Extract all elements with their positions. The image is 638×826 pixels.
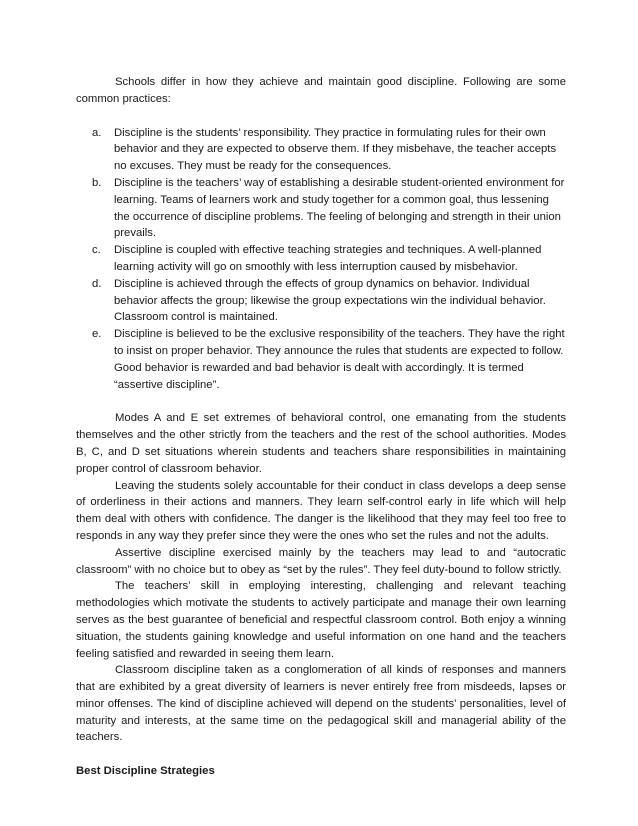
list-item-text: Discipline is the students’ responsibility. They practice in formulating rules for their own behavior and they are expected to observe them. If they misbehave, the teacher accepts no excuses. They must be ready for the consequences. [114, 126, 557, 173]
spacer [76, 108, 566, 125]
spacer [76, 746, 566, 763]
list-item-text: Discipline is achieved through the effects of group dynamics on behavior. Individual behavior affects the group; likewise the group expectations win the individual behavior. Classroom control is maintained. [114, 277, 546, 324]
body-paragraph: The teachers’ skill in employing interesting, challenging and relevant teaching methodologies which motivate the students to actively participate and manage their own learning serves as the best guarantee of beneficial and respectful classroom control. Both enjoy a winning situation, the students gaining knowledge and useful information on one hand and the teachers feeling satisfied and rewarded in seeing them learn. [76, 580, 566, 660]
list-item [76, 125, 566, 175]
intro-paragraph: Schools differ in how they achieve and maintain good discipline. Following are some common practices: [76, 76, 566, 105]
list-item [76, 175, 566, 242]
body-paragraph: Leaving the students solely accountable for their conduct in class develops a deep sense of orderliness in their actions and manners. They learn self-control early in life which will help them deal with others with confidence. The danger is the likelihood that they may feel too free to responds in any way they prefer since they were the ones who set the rules and not the adults. [76, 479, 566, 542]
list-marker: a. [92, 126, 102, 139]
body-paragraph: Assertive discipline exercised mainly by the teachers may lead to and “autocratic classroom” with no choice but to obey as “set by the rules”. They feel duty-bound to follow strictly. [76, 546, 566, 576]
list-item-text: Discipline is believed to be the exclusive responsibility of the teachers. They have the right to insist on proper behavior. They announce the rules that students are expected to follow. Good behavior is rewarded and bad behavior is dealt with accordingly. It is termed “assertive discipline”. [114, 328, 565, 391]
list-item [76, 276, 566, 326]
section-heading: Best Discipline Strategies [76, 765, 215, 778]
spacer [76, 393, 566, 410]
list-marker: e. [92, 328, 102, 341]
practices-list [76, 125, 566, 394]
list-marker: d. [92, 277, 102, 290]
list-marker: b. [92, 176, 102, 189]
list-item [76, 242, 566, 276]
body-paragraph: Classroom discipline taken as a conglomeration of all kinds of responses and manners that are exhibited by a great diversity of learners is never entirely free from misdeeds, lapses or minor offenses. The kind of discipline achieved will depend on the students’ personalities, level of maturity and interests, at the same time on the pedagogical skill and managerial ability of the teachers. [76, 664, 566, 744]
list-item-text: Discipline is coupled with effective teaching strategies and techniques. A well-planned learning activity will go on smoothly with less interruption caused by misbehavior. [114, 244, 542, 273]
list-item-text: Discipline is the teachers’ way of establishing a desirable student-oriented environment for learning. Teams of learners work and study together for a common goal, thus lessening the occurrence of discipline problems. The feeling of belonging and strength in their union prevails. [114, 176, 565, 240]
list-item [76, 326, 566, 393]
list-marker: c. [92, 244, 101, 257]
body-paragraph: Modes A and E set extremes of behavioral control, one emanating from the students themselves and the other strictly from the teachers and the rest of the school authorities. Modes B, C, and D set situations wherein students and teachers share responsibilities in maintaining proper control of classroom behavior. [76, 412, 566, 475]
document-page [76, 74, 566, 780]
